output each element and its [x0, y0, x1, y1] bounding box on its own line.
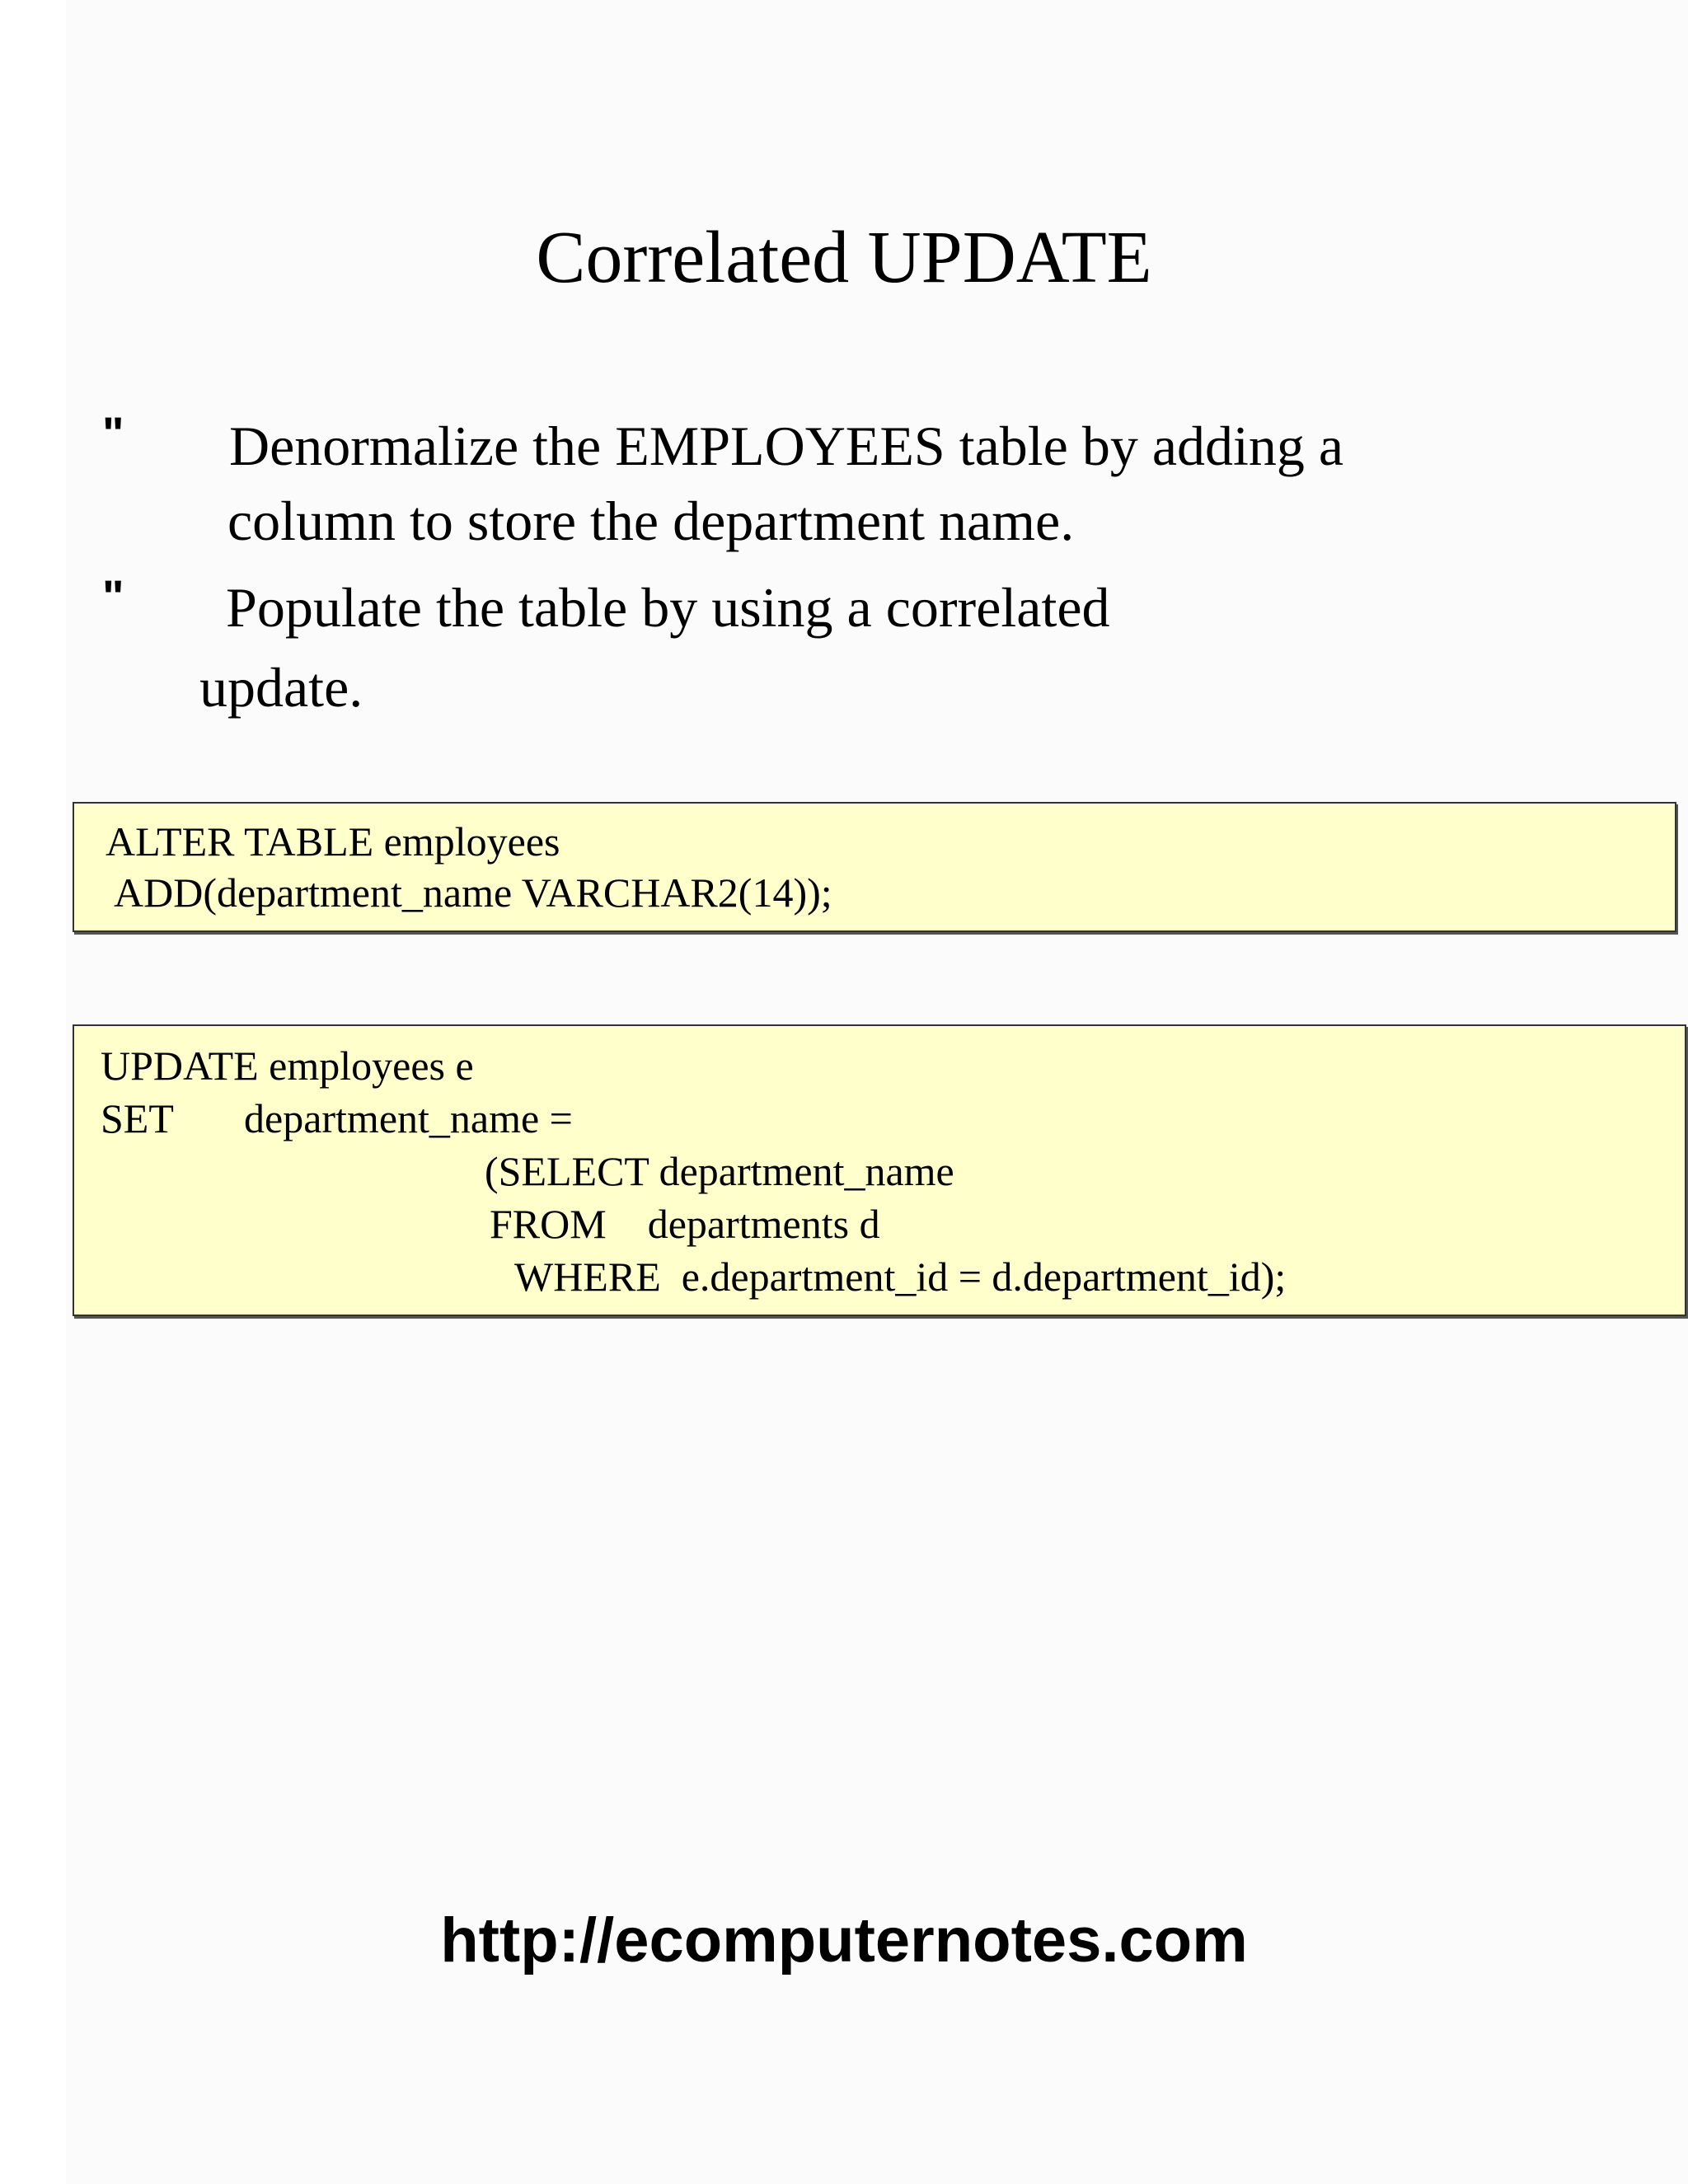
slide-title: Correlated UPDATE	[536, 217, 1152, 298]
bullet-1-line-2: column to store the department name.	[227, 490, 1075, 552]
code-line: department_name =	[244, 1095, 573, 1141]
bullet-1-line-1: Denormalize the EMPLOYEES table by adding a	[229, 415, 1344, 477]
bullet-2-line-1: Populate the table by using a correlated	[226, 576, 1110, 639]
bullet-marker: "	[102, 570, 124, 622]
code-line: ALTER TABLE employees	[106, 818, 560, 865]
footer-url: http://ecomputernotes.com	[440, 1905, 1248, 1975]
code-line: SET	[101, 1095, 174, 1141]
code-line: UPDATE employees e	[101, 1043, 474, 1089]
code-line: FROM departments d	[490, 1201, 880, 1247]
code-block-update	[73, 1024, 1686, 1316]
bullet-marker: "	[102, 407, 124, 459]
code-block-alter-table	[73, 802, 1676, 932]
code-line: (SELECT department_name	[485, 1148, 954, 1194]
code-line: ADD(department_name VARCHAR2(14));	[114, 869, 832, 916]
bullet-2-line-2: update.	[199, 656, 363, 719]
code-line: WHERE e.department_id = d.department_id);	[514, 1254, 1287, 1300]
